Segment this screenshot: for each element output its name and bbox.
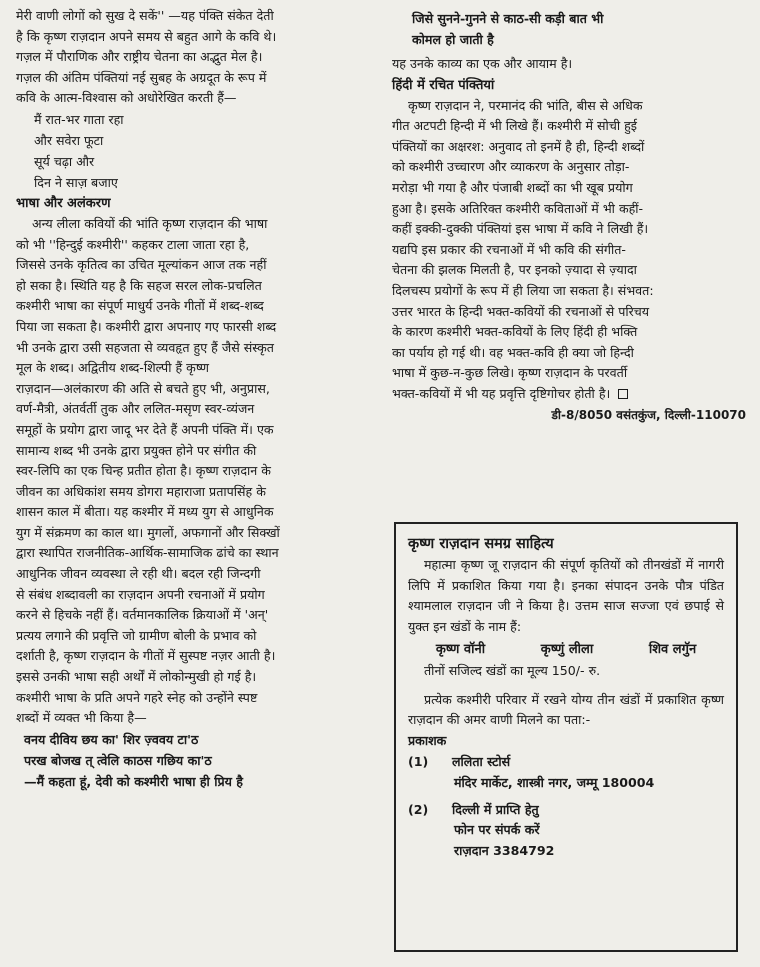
text-line: इससे उनकी भाषा सही अर्थों में लोकोन्मुखी हो गई है। (16, 669, 257, 685)
text-line: कवि के आत्म-विश्वास को अधोरेखित करती हैं— (16, 90, 237, 106)
text-line-content: भक्त-कवियों में भी यह प्रवृत्ति दृष्टिगोचर होती है। (392, 385, 611, 401)
text-line: युग में संक्रमण का काल था। मुगलों, अफगानों और सिक्खों (16, 524, 280, 540)
text-line: कृष्ण राज़दान ने, परमानंद की भांति, बीस से अधिक (408, 97, 643, 113)
text-line: शासन काल में बीता। यह कश्मीर में मध्य युग से आधुनिक (16, 504, 274, 520)
text-line: स्वर-लिपि का एक चिन्ह प्रतीत होता है। कृष्ण राज़दान के (16, 463, 271, 479)
text-line: अन्य लीला कवियों की भांति कृष्ण राज़दान की भाषा (32, 215, 268, 231)
price-line: तीनों सजिल्द खंडों का मूल्य 150/- रु. (424, 662, 601, 678)
right-intro-quote (392, 8, 746, 50)
text-line: समूहों के प्रयोग द्वारा जादू भर देते हैं अपनी पंक्ति में। एक (16, 421, 274, 437)
text-line: के कारण कश्मीरी भक्त-कवियों के लिए हिंदी ही भक्ति (392, 324, 638, 340)
address-name: ललिता स्टोर्स (452, 753, 511, 769)
text-line: द्वारा स्थापित राजनीतिक-आर्थिक-सामाजिक ढांचे का स्थान (16, 545, 279, 561)
text-line: कश्मीरी भाषा का संपूर्ण माधुर्य उनके गीतों में शब्द-शब्द (16, 298, 264, 314)
volume-list (408, 640, 724, 661)
text-line: वर्ण-मैत्री, अंतर्वर्ती तुक और ललित-मसृण स्वर-व्यंजन (16, 401, 255, 417)
text-line: मूल के शब्द। अद्वितीय शब्द-शिल्पी हैं कृष्ण (16, 360, 209, 376)
volume-name: कृष्ण वॉनी (435, 641, 486, 657)
address-number: (1) (408, 753, 429, 769)
address-entry (408, 800, 724, 821)
section-heading: हिंदी में रचित पंक्तियां (392, 77, 495, 93)
volume-name: शिव लगुॅन (648, 641, 697, 657)
text-line: है कि कृष्ण राज़दान अपने समय से बहुत आगे के कवि थे। (16, 28, 277, 44)
address-number: (2) (408, 801, 429, 817)
section-heading: भाषा और अलंकरण (16, 195, 111, 211)
quote-line: कोमल हो जाती है (412, 32, 494, 47)
address-detail: फोन पर संपर्क करें (454, 822, 540, 838)
address-entry (408, 752, 724, 773)
text-line: सामान्य शब्द भी उनके द्वारा प्रयुक्त होने पर संगीत की (16, 442, 257, 458)
info-box (394, 522, 738, 952)
poem (16, 109, 378, 193)
end-mark-icon (618, 389, 628, 399)
text-line: प्रत्यय लगाने की प्रवृत्ति जो ग्रामीण बोली के प्रभाव को (16, 627, 257, 643)
quote-line: परख बोजख त् त्वेलि काठस गछिय का'ठ (24, 752, 212, 768)
text-line: दिलचस्प प्रयोगों के रूप में ही लिया जा सकता है। संभवत: (392, 282, 654, 298)
address-detail: राज़दान 3384792 (454, 843, 555, 859)
text-line: पंक्तियों का अक्षरश: अनुवाद तो इनमें है ही, हिन्दी शब्दों (392, 138, 645, 154)
right-column (392, 8, 746, 425)
kashmiri-quote (16, 729, 378, 792)
text-line: उत्तर भारत के हिन्दी भक्त-कवियों की रचनाओं से परिचय (392, 303, 650, 319)
volume-name: कृष्णुं लीला (540, 641, 594, 657)
text-line: भी उनके द्वारा उसी सहजता से व्यवहृत हुए हैं जैसे संस्कृत (16, 339, 274, 355)
box-title: कृष्ण राज़दान समग्र साहित्य (408, 536, 554, 552)
text-line: भाषा में कुछ-न-कुछ लिखे। कृष्ण राज़दान के परवर्ती (392, 365, 628, 381)
text-line: राज़दान—अलंकारण की अति से बचते हुए भी, अनुप्रास, (16, 380, 270, 396)
text-line: मेरी वाणी लोगों को सुख दे सकें'' —यह पंक्ति संकेत देती (16, 8, 274, 23)
text-line: चेतना की झलक मिलती है, पर इनको ज़्यादा से ज़्यादा (392, 262, 637, 278)
text-line: कहीं इक्की-दुक्की पंक्तियां इस भाषा में कवि ने लिखी हैं। (392, 221, 649, 237)
text-line: हो सका है। स्थिति यह है कि सहज सरल लोक-प्रचलित (16, 277, 262, 293)
text-line: जिससे उनके कृतित्व का उचित मूल्यांकन आज तक नहीं (16, 257, 267, 273)
text-line: यद्यपि इस प्रकार की रचनाओं में भी कवि की संगीत- (392, 241, 626, 257)
quote-line: जिसे सुनने-गुनने से काठ-सी कड़ी बात भी (412, 11, 604, 26)
poem-line: दिन ने साज़ बजाए (34, 174, 118, 190)
left-intro (16, 6, 378, 109)
poem-line: मैं रात-भर गाता रहा (34, 111, 124, 127)
text-line: से संबंध शब्दावली का राज़दान अपनी रचनाओं में प्रयोग (16, 586, 265, 602)
text-line: आधुनिक जीवन व्यवस्था ले रही थी। बदल रही जिन्दगी (16, 566, 261, 582)
text-line: दर्शाती है, कृष्ण राज़दान के गीतों में सुस्पष्ट नज़र आती है। (16, 648, 276, 664)
left-body (16, 214, 378, 729)
box-paragraph: प्रत्येक कश्मीरी परिवार में रखने योग्य तीन खंडों में प्रकाशित कृष्ण राज़दान की अमर वाणी मिलने का पता:- (408, 691, 724, 728)
box-paragraph: महात्मा कृष्ण जू राज़दान की संपूर्ण कृतियों को तीनखंडों में नागरी लिपि में प्रकाशित किया गया है। इनका संपादन उनके पौत्र पंडित श्यामलाल राज़दान जी ने किया है। उत्तम साज सज्जा एवं छपाई से युक्त इन खंडों के नाम हैं: (408, 556, 724, 635)
text-line: को कश्मीरी उच्चारण और व्याकरण के अनुसार तोड़ा- (392, 159, 630, 175)
text-line: का पर्याय हो गई थी। वह भक्त-कवि ही क्या जो हिन्दी (392, 344, 634, 360)
address-detail: मंदिर मार्केट, शास्त्री नगर, जम्मू 180004 (454, 774, 655, 790)
right-body (392, 96, 746, 405)
poem-line: सूर्य चढ़ा और (34, 153, 95, 169)
poem-line: और सवेरा फूटा (34, 132, 104, 148)
text-line: यह उनके काव्य का एक और आयाम है। (392, 56, 573, 71)
publisher-label: प्रकाशक (408, 733, 447, 749)
text-line: कश्मीरी भाषा के प्रति अपने गहरे स्नेह को उन्होंने स्पष्ट (16, 689, 258, 705)
text-line: शब्दों में व्यक्त भी किया है— (16, 710, 147, 726)
text-line (392, 384, 746, 405)
text-line: पिया जा सकता है। कश्मीरी द्वारा अपनाए गए फारसी शब्द (16, 318, 277, 334)
text-line: करने से हिचके नहीं हैं। वर्तमानकालिक क्रियाओं में 'अन्' (16, 607, 269, 623)
left-column (16, 6, 378, 792)
author-address: डी-8/8050 वसंतकुंज, दिल्ली-110070 (551, 407, 746, 422)
quote-line: वनय दीविय छय का' शिर ज़्ववय टा'ठ (24, 731, 199, 747)
address-name: दिल्ली में प्राप्ति हेतु (452, 801, 539, 817)
text-line: को भी ''हिन्दुई कश्मीरी'' कहकर टाला जाता रहा है, (16, 236, 250, 252)
text-line: जीवन का अधिकांश समय डोगरा महाराजा प्रतापसिंह के (16, 483, 266, 499)
text-line: हुआ है। इसके अतिरिक्त कश्मीरी कविताओं में भी कहीं- (392, 200, 644, 216)
quote-translation: —मैं कहता हूं, देवी को कश्मीरी भाषा ही प्रिय है (24, 773, 243, 789)
text-line: मरोड़ा भी गया है और पंजाबी शब्दों का भी खूब प्रयोग (392, 179, 633, 195)
text-line: गीत अटपटी हिन्दी में भी लिखे हैं। कश्मीरी में सोची हुई (392, 118, 637, 134)
text-line: गज़ल में पौराणिक और राष्ट्रीय चेतना का अद्भुत मेल है। (16, 49, 263, 65)
text-line: गज़ल की अंतिम पंक्तियां नई सुबह के अग्रदूत के रूप में (16, 69, 267, 85)
